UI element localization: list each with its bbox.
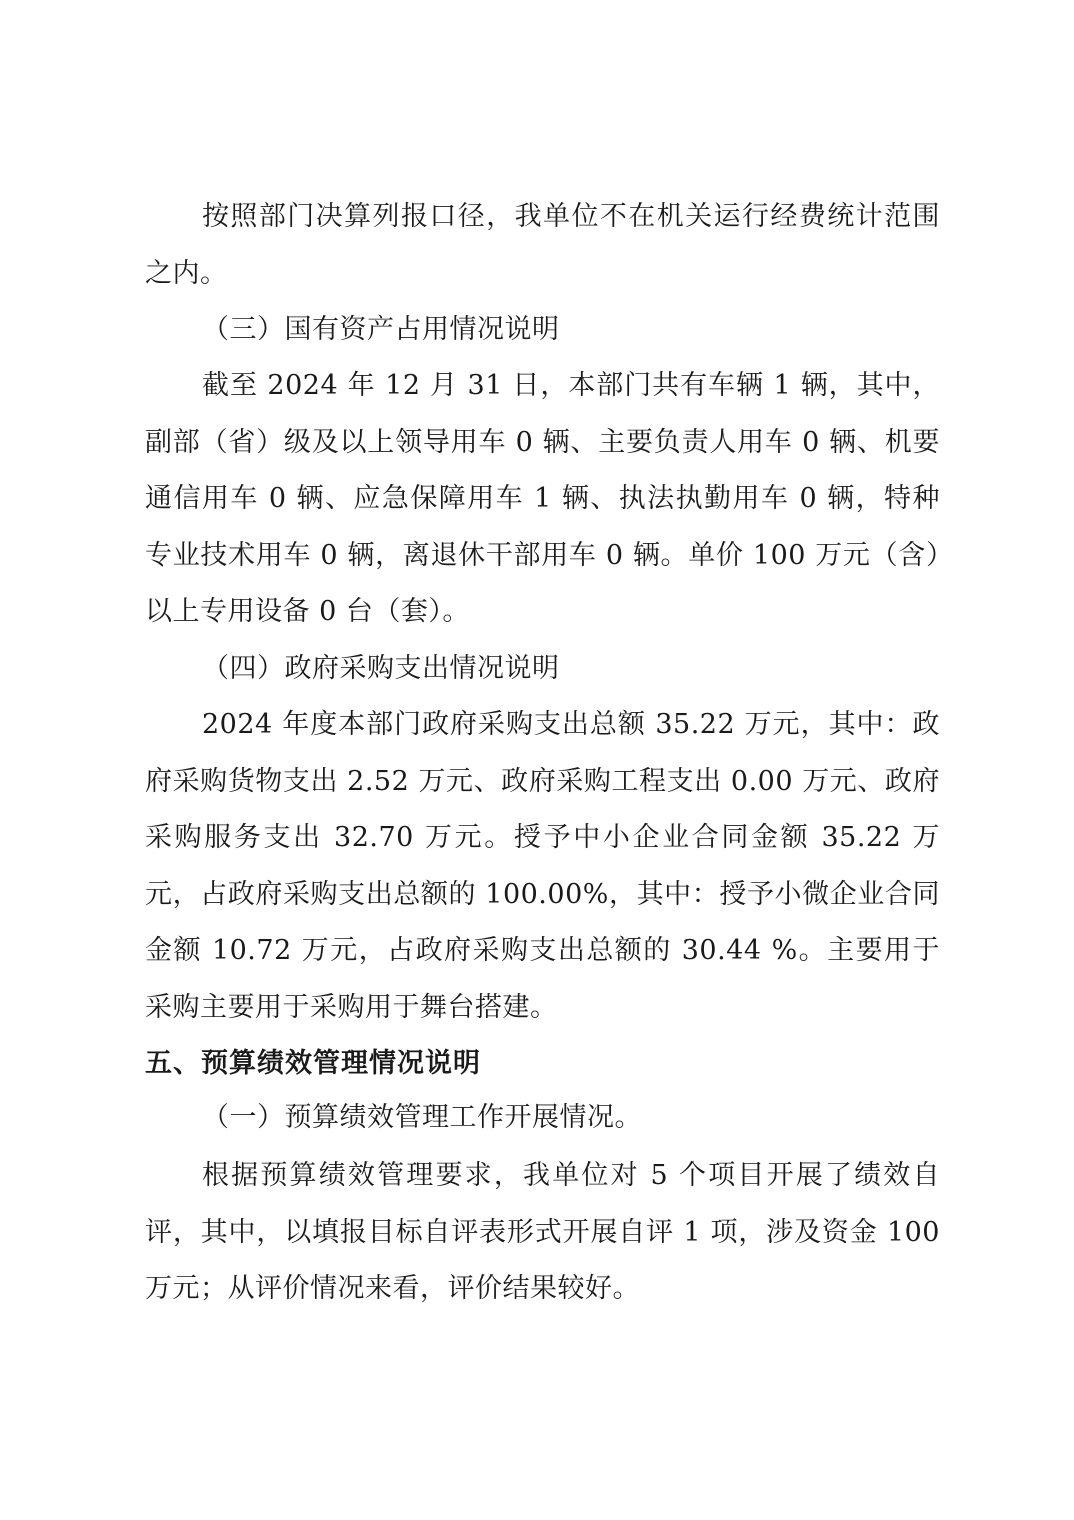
subsection-heading-performance-work: （一）预算绩效管理工作开展情况。 (202, 1102, 642, 1133)
paragraph-performance-evaluation: 根据预算绩效管理要求，我单位对 5 个项目开展了绩效自评，其中，以填报目标自评表形式开展自评 1 项，涉及资金 100 万元；从评价情况来看，评价结果较好。 (145, 1160, 940, 1304)
section-heading-state-assets: （三）国有资产占用情况说明 (202, 314, 560, 345)
paragraph-vehicles: 截至 2024 年 12 月 31 日，本部门共有车辆 1 辆，其中，副部（省）级及以上领导用车 0 辆、主要负责人用车 0 辆、机要通信用车 0 辆、应急保障用车 1 辆、执法执勤用车 0 辆，特种专业技术用车 0 辆，离退休干部用车 0 辆。单价 100 万元（含）以上专用设备 0 台（套）。 (145, 370, 940, 627)
chapter-heading-performance: 五、预算绩效管理情况说明 (145, 1048, 481, 1079)
paragraph-operating-expenses: 按照部门决算列报口径，我单位不在机关运行经费统计范围之内。 (145, 201, 940, 289)
section-heading-procurement: （四）政府采购支出情况说明 (202, 653, 560, 684)
paragraph-procurement: 2024 年度本部门政府采购支出总额 35.22 万元，其中：政府采购货物支出 2.52 万元、政府采购工程支出 0.00 万元、政府采购服务支出 32.70 万元。授予中小企业合同金额 35.22 万元，占政府采购支出总额的 100.00%，其中：授予小微企业合同金额 10.72 万元，占政府采购支出总额的 30.44 %。主要用于采购主要用于采购用于舞台搭建。 (145, 709, 940, 1023)
